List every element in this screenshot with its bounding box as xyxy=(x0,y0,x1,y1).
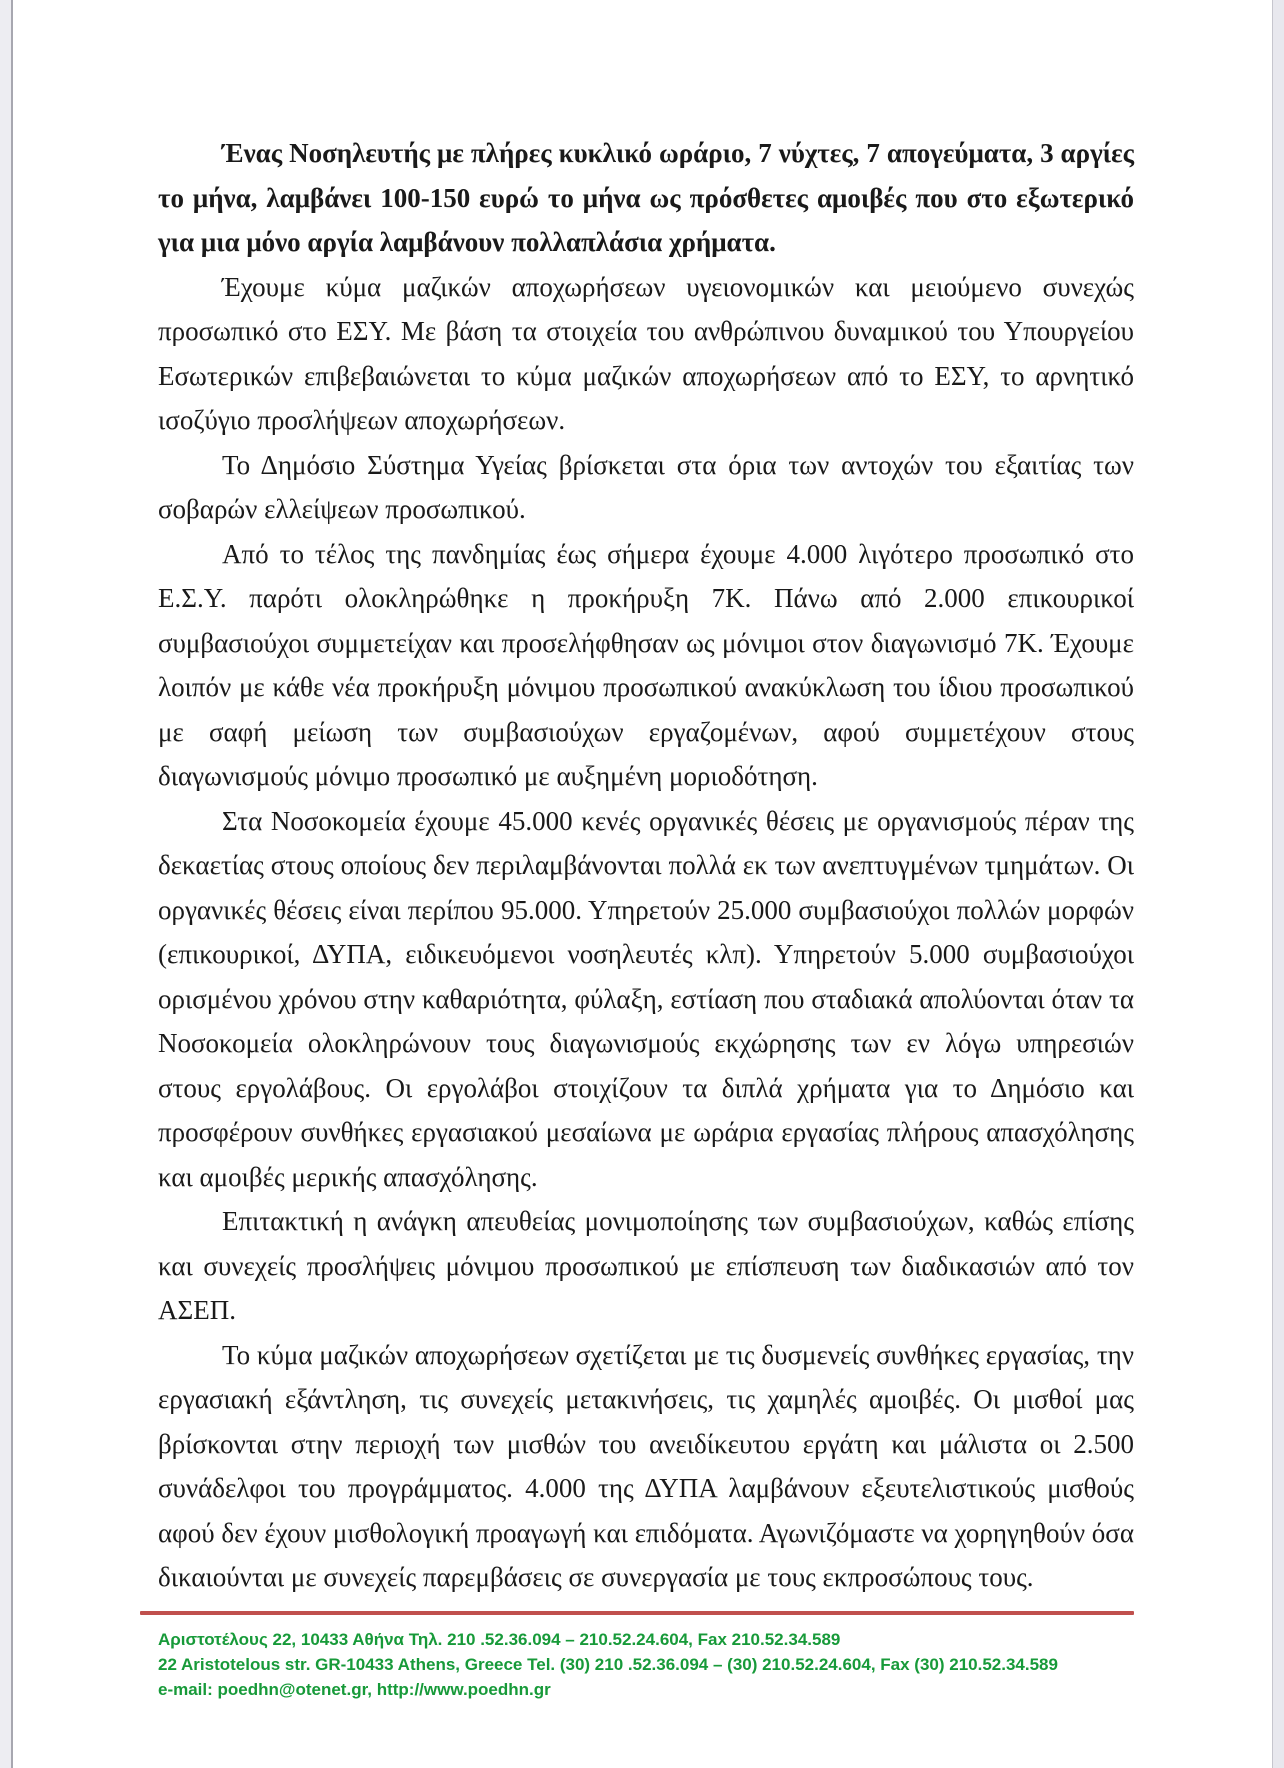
paragraph-permanent-hiring-need: Επιτακτική η ανάγκη απευθείας μονιμοποίησης των συμβασιούχων, καθώς επίσης και συνεχείς προσλήψεις μόνιμου προσωπικού με επίσπευση των διαδικασιών από τον ΑΣΕΠ. xyxy=(158,1206,1134,1325)
page-edge-right xyxy=(1272,0,1284,1768)
paragraph-pandemic-staffing: Από το τέλος της πανδημίας έως σήμερα έχουμε 4.000 λιγότερο προσωπικό στο Ε.Σ.Υ. παρότι ολοκληρώθηκε η προκήρυξη 7Κ. Πάνω από 2.000 επικουρικοί συμβασιούχοι συμμετείχαν και προσελήφθησαν ως μόνιμοι στον διαγωνισμό 7Κ. Έχουμε λοιπόν με κάθε νέα προκήρυξη μόνιμου προσωπικού ανακύκλωση του ίδιου προσωπικού με σαφή μείωση των συμβασιούχων εργαζομένων, αφού συμμετέχουν στους διαγωνισμούς μόνιμο προσωπικό με αυξημένη μοριοδότηση. xyxy=(158,538,1134,791)
paragraph-nurse-pay: Ένας Νοσηλευτής με πλήρες κυκλικό ωράριο, 7 νύχτες, 7 απογεύματα, 3 αργίες το μήνα, λαμβάνει 100-150 ευρώ το μήνα ως πρόσθετες αμοιβές που στο εξωτερικό για μια μόνο αργία λαμβάνουν πολλαπλάσια χρήματα. xyxy=(158,138,1134,257)
footer-contact-block xyxy=(158,1627,1158,1702)
footer-address-greek: Αριστοτέλους 22, 10433 Αθήνα Τηλ. 210 .52.36.094 – 210.52.24.604, Fax 210.52.34.589 xyxy=(158,1630,841,1649)
footer-address-english: 22 Aristotelous str. GR-10433 Athens, Greece Tel. (30) 210 .52.36.094 – (30) 210.52.24.604, Fax (30) 210.52.34.589 xyxy=(158,1655,1058,1674)
paragraph-health-system-limits: Το Δημόσιο Σύστημα Υγείας βρίσκεται στα όρια των αντοχών του εξαιτίας των σοβαρών ελλείψεων προσωπικού. xyxy=(158,449,1134,524)
footer-email-website: e-mail: poedhn@otenet.gr, http://www.poedhn.gr xyxy=(158,1680,551,1699)
footer-divider xyxy=(140,1611,1134,1615)
page-edge-left xyxy=(0,0,13,1768)
paragraph-departures-wave: Έχουμε κύμα μαζικών αποχωρήσεων υγειονομικών και μειούμενο συνεχώς προσωπικό στο ΕΣΥ. Με βάση τα στοιχεία του ανθρώπινου δυναμικού του Υπουργείου Εσωτερικών επιβεβαιώνεται το κύμα μαζικών αποχωρήσεων από το ΕΣΥ, το αρνητικό ισοζύγιο προσλήψεων αποχωρήσεων. xyxy=(158,271,1134,435)
paragraph-hospital-vacancies: Στα Νοσοκομεία έχουμε 45.000 κενές οργανικές θέσεις με οργανισμούς πέραν της δεκαετίας στους οποίους δεν περιλαμβάνονται πολλά εκ των ανεπτυγμένων τμημάτων. Οι οργανικές θέσεις είναι περίπου 95.000. Υπηρετούν 25.000 συμβασιούχοι πολλών μορφών (επικουρικοί, ΔΥΠΑ, ειδικευόμενοι νοσηλευτές κλπ). Υπηρετούν 5.000 συμβασιούχοι ορισμένου χρόνου στην καθαριότητα, φύλαξη, εστίαση που σταδιακά απολύονται όταν τα Νοσοκομεία ολοκληρώνουν τους διαγωνισμούς εκχώρησης των εν λόγω υπηρεσιών στους εργολάβους. Οι εργολάβοι στοιχίζουν τα διπλά χρήματα για το Δημόσιο και προσφέρουν συνθήκες εργασιακού μεσαίωνα με ωράρια εργασίας πλήρους απασχόλησης και αμοιβές μερικής απασχόλησης. xyxy=(158,805,1134,1192)
paragraph-working-conditions: Το κύμα μαζικών αποχωρήσεων σχετίζεται με τις δυσμενείς συνθήκες εργασίας, την εργασιακή εξάντληση, τις συνεχείς μετακινήσεις, τις χαμηλές αμοιβές. Οι μισθοί μας βρίσκονται στην περιοχή των μισθών του ανειδίκευτου εργάτη και μάλιστα οι 2.500 συνάδελφοι του προγράμματος. 4.000 της ΔΥΠΑ λαμβάνουν εξευτελιστικούς μισθούς αφού δεν έχουν μισθολογική προαγωγή και επιδόματα. Αγωνιζόμαστε να χορηγηθούν όσα δικαιούνται με συνεχείς παρεμβάσεις σε συνεργασία με τους εκπροσώπους τους. xyxy=(158,1339,1135,1592)
document-body xyxy=(158,131,1134,1600)
